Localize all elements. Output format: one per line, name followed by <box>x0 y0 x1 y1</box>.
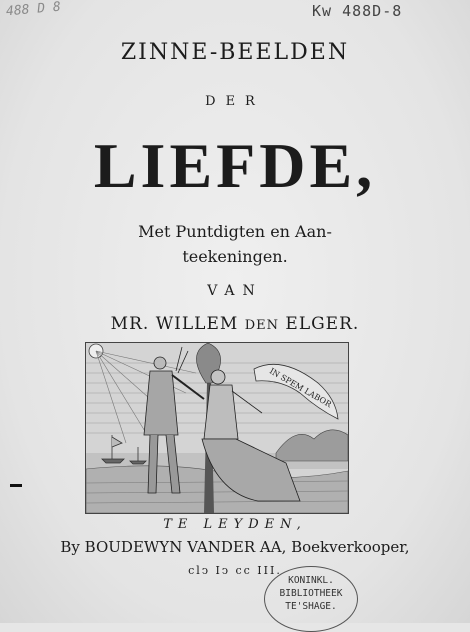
banner-motto: IN SPEM LABOR <box>267 366 333 410</box>
title-main: LIEFDE, <box>93 130 377 201</box>
title-line-1: ZINNE-BEELDEN <box>120 40 350 65</box>
handwritten-shelfmark-left: 488 D 8 <box>5 0 62 20</box>
margin-mark <box>10 484 22 487</box>
library-stamp <box>264 566 358 632</box>
stamp-line-3: TE'SHAGE. <box>285 601 337 612</box>
author-particle: DEN <box>244 318 279 333</box>
author-line <box>0 314 470 334</box>
imprint-year: clↄ Iↄ cc III. <box>188 564 282 577</box>
by-line: VAN <box>207 283 263 299</box>
subtitle-line-2: teekeningen. <box>182 247 288 266</box>
imprint-publisher: By BOUDEWYN VANDER AA, Boekverkooper, <box>60 538 410 556</box>
stamp-line-1: KONINKL. <box>288 575 334 586</box>
title-line-2: DER <box>205 94 265 109</box>
author-name: WILLEM <box>155 314 239 334</box>
author-prefix: MR. <box>110 314 150 334</box>
handwritten-shelfmark-right: Kw 488D-8 <box>312 2 403 20</box>
subtitle-line-1: Met Puntdigten en Aan- <box>138 222 332 241</box>
stamp-line-2: BIBLIOTHEEK <box>279 588 343 599</box>
emblem-engraving <box>85 342 349 514</box>
author-surname: ELGER. <box>285 314 360 334</box>
engraving-illustration <box>86 343 348 513</box>
imprint-city: TE LEYDEN, <box>163 517 307 532</box>
